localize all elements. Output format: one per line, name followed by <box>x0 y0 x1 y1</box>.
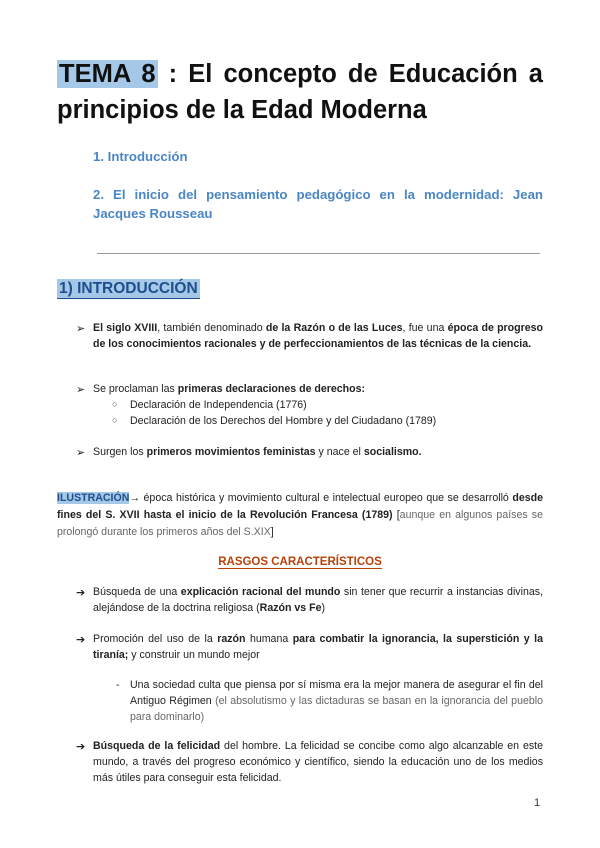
sub-bullet-circle-icon: ○ <box>112 415 118 425</box>
arrow-bullet-icon: ➔ <box>76 587 86 599</box>
sub-bullet-independencia: Declaración de Independencia (1776) <box>130 399 307 411</box>
page-title <box>57 56 543 128</box>
sub-bullet-derechos-hombre: Declaración de los Derechos del Hombre y del Ciudadano (1789) <box>130 415 437 427</box>
ilustracion-paragraph: ILUSTRACIÓN→ época histórica y movimiento cultural e intelectual europeo que se desarrolló desde fines del S. XVII hasta el inicio de la Revolución Francesa (1789) [aunque en algunos países se prolongó durante los primeros años del S.XIX] <box>57 492 543 538</box>
rasgos-heading: RASGOS CARACTERÍSTICOS <box>218 556 382 568</box>
page-number: 1 <box>534 797 541 809</box>
arrow-bullet-icon: ➔ <box>76 634 86 646</box>
rasgo-felicidad: Búsqueda de la felicidad del hombre. La felicidad se concibe como algo alcanzable en este mundo, a través del progreso económico y científico, siendo la educación uno de los medios más útiles para conseguir esta felicidad. <box>93 740 543 784</box>
toc-item-rousseau[interactable]: 2. El inicio del pensamiento pedagógico en la modernidad: Jean Jacques Rousseau <box>93 187 543 221</box>
bullet-arrow-icon: ➢ <box>76 447 86 459</box>
divider <box>97 253 540 254</box>
title-rest: : El concepto de Educación a principios de la Edad Moderna <box>57 60 543 124</box>
rasgo-razon-sub: Una sociedad culta que piensa por sí misma era la mejor manera de asegurar el fin del Antiguo Régimen (el absolutismo y las dictaduras se basan en la ignorancia del pueblo para dominarlo) <box>130 679 543 723</box>
section-heading: 1) INTRODUCCIÓN <box>59 280 198 297</box>
bullet-movimientos: Surgen los primeros movimientos feministas y nace el socialismo. <box>93 446 422 458</box>
bullet-arrow-icon: ➢ <box>76 323 86 335</box>
dash-bullet: - <box>116 679 120 691</box>
sub-bullet-circle-icon: ○ <box>112 399 118 409</box>
bullet-declaraciones: Se proclaman las primeras declaraciones de derechos: <box>93 383 366 395</box>
bullet-arrow-icon: ➢ <box>76 384 86 396</box>
title-highlight: TEMA 8 <box>59 60 156 88</box>
toc-item-introduccion[interactable]: 1. Introducción <box>93 149 188 164</box>
bullet-siglo-xviii: El siglo XVIII, también denominado de la Razón o de las Luces, fue una época de progreso de los conocimientos racionales y de perfeccionamientos de las técnicas de la ciencia. <box>93 322 543 350</box>
rasgo-explicacion-racional: Búsqueda de una explicación racional del mundo sin tener que recurrir a instancias divinas, alejándose de la doctrina religiosa (Razón vs Fe) <box>93 586 543 614</box>
arrow-bullet-icon: ➔ <box>76 741 86 753</box>
rasgo-razon: Promoción del uso de la razón humana para combatir la ignorancia, la superstición y la tiranía; y construir un mundo mejor <box>93 633 543 661</box>
ilustracion-label: ILUSTRACIÓN <box>57 492 130 504</box>
